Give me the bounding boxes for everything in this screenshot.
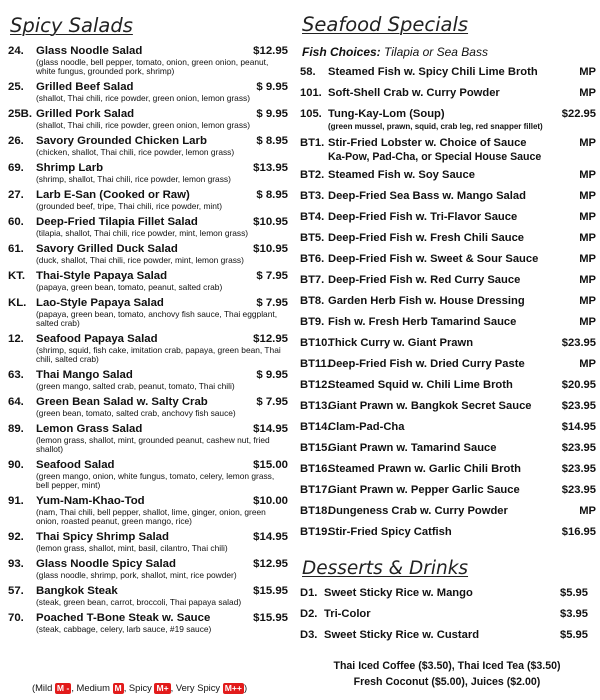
salad-item xyxy=(6,585,290,607)
item-price: $23.95 xyxy=(561,484,596,496)
item-number: BT13. xyxy=(300,400,331,412)
item-name: Larb E-San (Cooked or Raw) xyxy=(36,189,190,201)
seafood-column xyxy=(298,0,596,700)
seafood-specials-title: Seafood Specials xyxy=(302,13,469,36)
desserts-drinks-title: Desserts & Drinks xyxy=(302,558,469,579)
medium-marker: M xyxy=(114,683,122,693)
salad-item-header xyxy=(6,369,290,382)
item-price: MP xyxy=(579,295,596,307)
spicy-marker: M+ xyxy=(156,683,169,693)
item-number: BT4. xyxy=(300,211,325,223)
seafood-item xyxy=(298,484,596,498)
seafood-item xyxy=(298,316,596,330)
item-price: $ 9.95 xyxy=(256,369,288,381)
seafood-item xyxy=(298,211,596,225)
item-price: MP xyxy=(579,232,596,244)
item-name: Deep-Fried Tilapia Fillet Salad xyxy=(36,216,198,228)
seafood-item-header xyxy=(298,316,596,330)
item-price: $10.95 xyxy=(253,216,288,228)
seafood-item-header xyxy=(298,358,596,372)
item-name: Shrimp Larb xyxy=(36,162,104,174)
item-name: Green Bean Salad w. Salty Crab xyxy=(36,396,208,408)
item-number: BT10. xyxy=(300,337,331,349)
item-price: $22.95 xyxy=(561,108,596,120)
seafood-item-header xyxy=(298,190,596,204)
item-name: Grilled Pork Salad xyxy=(36,108,135,120)
seafood-item xyxy=(298,358,596,372)
salad-item xyxy=(6,270,290,292)
item-number: 63. xyxy=(8,369,24,381)
fish-choices xyxy=(302,45,488,59)
salad-item xyxy=(6,216,290,238)
salad-item-header xyxy=(6,423,290,436)
item-number: BT16. xyxy=(300,463,331,475)
seafood-item xyxy=(298,108,596,131)
seafood-item-header xyxy=(298,484,596,498)
item-price: MP xyxy=(579,253,596,265)
seafood-item-header xyxy=(298,442,596,456)
salad-item xyxy=(6,396,290,418)
item-price: $23.95 xyxy=(561,442,596,454)
seafood-item-header xyxy=(298,421,596,435)
item-price: $5.95 xyxy=(560,587,588,599)
item-price: $14.95 xyxy=(253,423,288,435)
seafood-item xyxy=(298,295,596,309)
item-name: Lao-Style Papaya Salad xyxy=(36,297,164,309)
item-number: 91. xyxy=(8,495,24,507)
fish-choices-label: Fish Choices: xyxy=(302,45,381,59)
item-number: 69. xyxy=(8,162,24,174)
item-name: Thai-Style Papaya Salad xyxy=(36,270,168,282)
seafood-item-header xyxy=(298,232,596,246)
item-price: MP xyxy=(579,505,596,517)
salad-item xyxy=(6,531,290,553)
seafood-item xyxy=(298,463,596,477)
item-name: Deep-Fried Fish w. Sweet & Sour Sauce xyxy=(328,253,539,265)
salad-item-header xyxy=(6,45,290,58)
item-name: Garden Herb Fish w. House Dressing xyxy=(328,295,525,307)
item-ingredients: (chicken, shallot, Thai chili, rice powder, lemon grass) xyxy=(36,147,235,157)
item-price: $15.95 xyxy=(253,585,288,597)
legend-spicy-label: , Spicy xyxy=(123,682,152,693)
item-price: $ 7.95 xyxy=(256,297,288,309)
item-number: KT. xyxy=(8,270,26,282)
seafood-item-header xyxy=(298,253,596,267)
seafood-item-header xyxy=(298,87,596,101)
item-number: 27. xyxy=(8,189,24,201)
seafood-specials-list xyxy=(298,66,596,547)
item-price: $ 8.95 xyxy=(256,189,288,201)
very-spicy-marker: M++ xyxy=(224,683,242,693)
item-ingredients: (lemon grass, shallot, mint, basil, cilantro, Thai chili) xyxy=(36,543,228,553)
item-number: 25B. xyxy=(8,108,33,120)
item-name: Steamed Fish w. Spicy Chili Lime Broth xyxy=(328,66,538,78)
seafood-item-header xyxy=(298,526,596,540)
item-number: BT12. xyxy=(300,379,331,391)
item-price: $10.00 xyxy=(253,495,288,507)
salad-item xyxy=(6,45,290,76)
item-number: BT9. xyxy=(300,316,325,328)
item-name: Savory Grilled Duck Salad xyxy=(36,243,178,255)
seafood-item xyxy=(298,66,596,80)
item-price: $16.95 xyxy=(561,526,596,538)
salad-item-header xyxy=(6,135,290,148)
item-number: BT5. xyxy=(300,232,325,244)
item-number: 90. xyxy=(8,459,24,471)
item-name: Sweet Sticky Rice w. Custard xyxy=(324,629,480,641)
salad-item-header xyxy=(6,612,290,625)
item-sauce-options: Ka-Pow, Pad-Cha, or Special House Sauce xyxy=(328,151,542,163)
item-number: 61. xyxy=(8,243,24,255)
item-name: Sweet Sticky Rice w. Mango xyxy=(324,587,473,599)
desserts-list xyxy=(298,587,596,650)
item-name: Thai Spicy Shrimp Salad xyxy=(36,531,169,543)
salad-item-header xyxy=(6,396,290,409)
item-name: Clam-Pad-Cha xyxy=(328,421,405,433)
item-ingredients: (shallot, Thai chili, rice powder, green onion, lemon grass) xyxy=(36,93,250,103)
item-ingredients: (green mussel, prawn, squid, crab leg, red snapper fillet) xyxy=(328,122,543,131)
item-name: Thick Curry w. Giant Prawn xyxy=(328,337,474,349)
spice-level-legend xyxy=(32,682,247,694)
item-name: Fish w. Fresh Herb Tamarind Sauce xyxy=(328,316,517,328)
drinks-line-1: Thai Iced Coffee ($3.50), Thai Iced Tea ($3.50) xyxy=(333,660,561,672)
item-price: $10.95 xyxy=(253,243,288,255)
item-price: $ 8.95 xyxy=(256,135,288,147)
item-number: 58. xyxy=(300,66,316,78)
seafood-item-header xyxy=(298,169,596,183)
salad-item xyxy=(6,333,290,364)
item-name: Thai Mango Salad xyxy=(36,369,133,381)
item-ingredients: (shrimp, squid, fish cake, imitation crab, papaya, green bean, Thai chili, salted crab) xyxy=(36,345,281,364)
legend-close: ) xyxy=(243,682,248,693)
dessert-item xyxy=(298,587,596,608)
salad-item-header xyxy=(6,270,290,283)
salad-item-header xyxy=(6,162,290,175)
item-name: Giant Prawn w. Bangkok Secret Sauce xyxy=(328,400,532,412)
item-name: Soft-Shell Crab w. Curry Powder xyxy=(328,87,500,99)
salad-item-header xyxy=(6,585,290,598)
item-number: BT17. xyxy=(300,484,331,496)
salad-item-header xyxy=(6,558,290,571)
item-name: Tung-Kay-Lom (Soup) xyxy=(328,108,445,120)
item-number: 105. xyxy=(300,108,322,120)
item-price: $14.95 xyxy=(561,421,596,433)
salad-item-header xyxy=(6,189,290,202)
item-ingredients: (glass noodle, bell pepper, tomato, onion, green onion, peanut, white fungus, grounded pork, shrimp) xyxy=(36,57,269,76)
salad-item xyxy=(6,612,290,634)
item-price: MP xyxy=(579,211,596,223)
item-price: $ 9.95 xyxy=(256,108,288,120)
item-price: $23.95 xyxy=(561,337,596,349)
item-price: $20.95 xyxy=(561,379,596,391)
seafood-item xyxy=(298,526,596,540)
item-name: Grilled Beef Salad xyxy=(36,81,134,93)
item-name: Deep-Fried Fish w. Tri-Flavor Sauce xyxy=(328,211,518,223)
item-price: MP xyxy=(579,274,596,286)
item-number: 12. xyxy=(8,333,24,345)
item-number: BT18. xyxy=(300,505,331,517)
seafood-item xyxy=(298,137,596,163)
item-name: Giant Prawn w. Tamarind Sauce xyxy=(328,442,497,454)
item-number: 93. xyxy=(8,558,24,570)
item-name: Stir-Fried Lobster w. Choice of Sauce xyxy=(328,137,527,149)
item-ingredients: (tilapia, shallot, Thai chili, rice powder, mint, lemon grass) xyxy=(36,228,249,238)
item-name: Glass Noodle Spicy Salad xyxy=(36,558,176,570)
seafood-item-header xyxy=(298,337,596,351)
item-number: 24. xyxy=(8,45,24,57)
item-ingredients: (shrimp, shallot, Thai chili, rice powder, lemon grass) xyxy=(36,174,231,184)
item-name: Glass Noodle Salad xyxy=(36,45,143,57)
salad-item xyxy=(6,189,290,211)
item-price: $3.95 xyxy=(560,608,588,620)
item-number: BT7. xyxy=(300,274,325,286)
salad-item xyxy=(6,369,290,391)
salad-item xyxy=(6,423,290,454)
item-price: MP xyxy=(579,169,596,181)
item-number: BT3. xyxy=(300,190,325,202)
item-ingredients: (papaya, green bean, tomato, anchovy fish sauce, Thai eggplant, salted crab) xyxy=(36,309,278,328)
salad-item xyxy=(6,558,290,580)
item-price: $15.00 xyxy=(253,459,288,471)
item-name: Deep-Fried Fish w. Dried Curry Paste xyxy=(328,358,525,370)
item-price: $15.95 xyxy=(253,612,288,624)
item-number: BT19. xyxy=(300,526,331,538)
salad-item-header xyxy=(6,495,290,508)
seafood-item-header xyxy=(298,400,596,414)
seafood-item-header xyxy=(298,295,596,309)
item-name: Stir-Fried Spicy Catfish xyxy=(328,526,452,538)
item-number: 25. xyxy=(8,81,24,93)
salad-item xyxy=(6,459,290,490)
item-ingredients: (papaya, green bean, tomato, peanut, salted crab) xyxy=(36,282,223,292)
item-name: Deep-Fried Fish w. Red Curry Sauce xyxy=(328,274,521,286)
item-price: MP xyxy=(579,316,596,328)
seafood-item xyxy=(298,87,596,101)
item-name: Savory Grounded Chicken Larb xyxy=(36,135,207,147)
item-number: 101. xyxy=(300,87,322,99)
seafood-item xyxy=(298,400,596,414)
fish-choices-value: Tilapia or Sea Bass xyxy=(384,45,488,59)
item-price: $ 7.95 xyxy=(256,270,288,282)
item-number: BT11. xyxy=(300,358,330,370)
seafood-item xyxy=(298,190,596,204)
item-ingredients: (grounded beef, tripe, Thai chili, rice powder, mint) xyxy=(36,201,223,211)
item-number: 70. xyxy=(8,612,24,624)
item-ingredients: (nam, Thai chili, bell pepper, shallot, lime, ginger, onion, green onion, roasted peanut, green mango, rice) xyxy=(36,507,266,526)
item-ingredients: (duck, shallot, Thai chili, rice powder, mint, lemon grass) xyxy=(36,255,244,265)
item-number: 57. xyxy=(8,585,24,597)
seafood-item-header xyxy=(298,137,596,151)
item-number: KL. xyxy=(8,297,27,309)
seafood-item xyxy=(298,505,596,519)
item-number: BT8. xyxy=(300,295,325,307)
seafood-item xyxy=(298,337,596,351)
item-number: BT15. xyxy=(300,442,331,454)
item-price: $23.95 xyxy=(561,400,596,412)
item-number: BT2. xyxy=(300,169,325,181)
item-number: D3. xyxy=(300,629,318,641)
item-price: $12.95 xyxy=(253,333,288,345)
seafood-item-header xyxy=(298,66,596,80)
item-number: 26. xyxy=(8,135,24,147)
item-name: Steamed Squid w. Chili Lime Broth xyxy=(328,379,513,391)
mild-marker: M - xyxy=(56,683,70,693)
salad-item-header xyxy=(6,297,290,310)
salad-item xyxy=(6,108,290,130)
item-price: MP xyxy=(579,66,596,78)
item-name: Seafood Salad xyxy=(36,459,115,471)
dessert-item xyxy=(298,629,596,650)
item-name: Dungeness Crab w. Curry Powder xyxy=(328,505,508,517)
item-number: D2. xyxy=(300,608,318,620)
item-ingredients: (glass noodle, shrimp, pork, shallot, mint, rice powder) xyxy=(36,570,237,580)
item-name: Lemon Grass Salad xyxy=(36,423,143,435)
salad-item-header xyxy=(6,81,290,94)
seafood-item-header xyxy=(298,505,596,519)
item-ingredients: (steak, green bean, carrot, broccoli, Thai papaya salad) xyxy=(36,597,242,607)
item-name: Seafood Papaya Salad xyxy=(36,333,158,345)
item-name: Deep-Fried Sea Bass w. Mango Salad xyxy=(328,190,526,202)
salad-item-header xyxy=(6,243,290,256)
salad-item xyxy=(6,243,290,265)
seafood-item-header xyxy=(298,108,596,122)
item-price: MP xyxy=(579,87,596,99)
seafood-item-header xyxy=(298,379,596,393)
item-name: Steamed Prawn w. Garlic Chili Broth xyxy=(328,463,521,475)
salad-item xyxy=(6,297,290,328)
drinks-info xyxy=(298,658,596,690)
item-price: $12.95 xyxy=(253,558,288,570)
seafood-item xyxy=(298,421,596,435)
item-name: Giant Prawn w. Pepper Garlic Sauce xyxy=(328,484,520,496)
item-number: BT14. xyxy=(300,421,331,433)
dessert-item xyxy=(298,608,596,629)
salad-item xyxy=(6,135,290,157)
salad-item xyxy=(6,162,290,184)
seafood-item xyxy=(298,379,596,393)
item-name: Bangkok Steak xyxy=(36,585,118,597)
legend-medium-label: , Medium xyxy=(71,682,110,693)
item-number: 64. xyxy=(8,396,24,408)
salad-item-header xyxy=(6,108,290,121)
item-ingredients: (lemon grass, shallot, mint, grounded peanut, cashew nut, fried shallot) xyxy=(36,435,270,454)
item-price: $23.95 xyxy=(561,463,596,475)
spicy-salads-title: Spicy Salads xyxy=(10,14,133,37)
item-price: MP xyxy=(579,190,596,202)
item-number: 60. xyxy=(8,216,24,228)
seafood-item-header xyxy=(298,274,596,288)
item-price: $13.95 xyxy=(253,162,288,174)
item-price: $ 7.95 xyxy=(256,396,288,408)
item-number: 89. xyxy=(8,423,24,435)
item-ingredients: (green mango, onion, white fungus, tomato, celery, lemon grass, bell pepper, mint) xyxy=(36,471,275,490)
item-price: $ 9.95 xyxy=(256,81,288,93)
item-name: Yum-Nam-Khao-Tod xyxy=(36,495,145,507)
item-price: $14.95 xyxy=(253,531,288,543)
item-name: Tri-Color xyxy=(324,608,371,620)
seafood-item xyxy=(298,253,596,267)
item-ingredients: (steak, cabbage, celery, larb sauce, #19 sauce) xyxy=(36,624,212,634)
seafood-item-header xyxy=(298,463,596,477)
legend-very-spicy-label: , Very Spicy xyxy=(170,682,221,693)
drinks-line-2: Fresh Coconut ($5.00), Juices ($2.00) xyxy=(353,676,541,688)
seafood-item xyxy=(298,169,596,183)
item-number: D1. xyxy=(300,587,318,599)
item-name: Steamed Fish w. Soy Sauce xyxy=(328,169,475,181)
spicy-salads-column xyxy=(6,0,290,700)
seafood-item-header xyxy=(298,211,596,225)
item-name: Deep-Fried Fish w. Fresh Chili Sauce xyxy=(328,232,525,244)
item-number: BT6. xyxy=(300,253,325,265)
seafood-item xyxy=(298,274,596,288)
salad-item-header xyxy=(6,459,290,472)
item-price: MP xyxy=(579,358,596,370)
item-price: $12.95 xyxy=(253,45,288,57)
salad-item xyxy=(6,81,290,103)
item-number: 92. xyxy=(8,531,24,543)
legend-open: (Mild xyxy=(32,682,53,693)
item-number: BT1. xyxy=(300,137,325,149)
item-ingredients: (green mango, salted crab, peanut, tomato, Thai chili) xyxy=(36,381,235,391)
salad-item-header xyxy=(6,531,290,544)
item-ingredients: (green bean, tomato, salted crab, anchovy fish sauce) xyxy=(36,408,236,418)
item-name: Poached T-Bone Steak w. Sauce xyxy=(36,612,211,624)
spicy-salads-list xyxy=(6,45,290,639)
salad-item xyxy=(6,495,290,526)
salad-item-header xyxy=(6,216,290,229)
seafood-item xyxy=(298,442,596,456)
item-ingredients: (shallot, Thai chili, rice powder, green onion, lemon grass) xyxy=(36,120,250,130)
seafood-item xyxy=(298,232,596,246)
salad-item-header xyxy=(6,333,290,346)
item-price: $5.95 xyxy=(560,629,588,641)
item-price: MP xyxy=(579,137,596,149)
